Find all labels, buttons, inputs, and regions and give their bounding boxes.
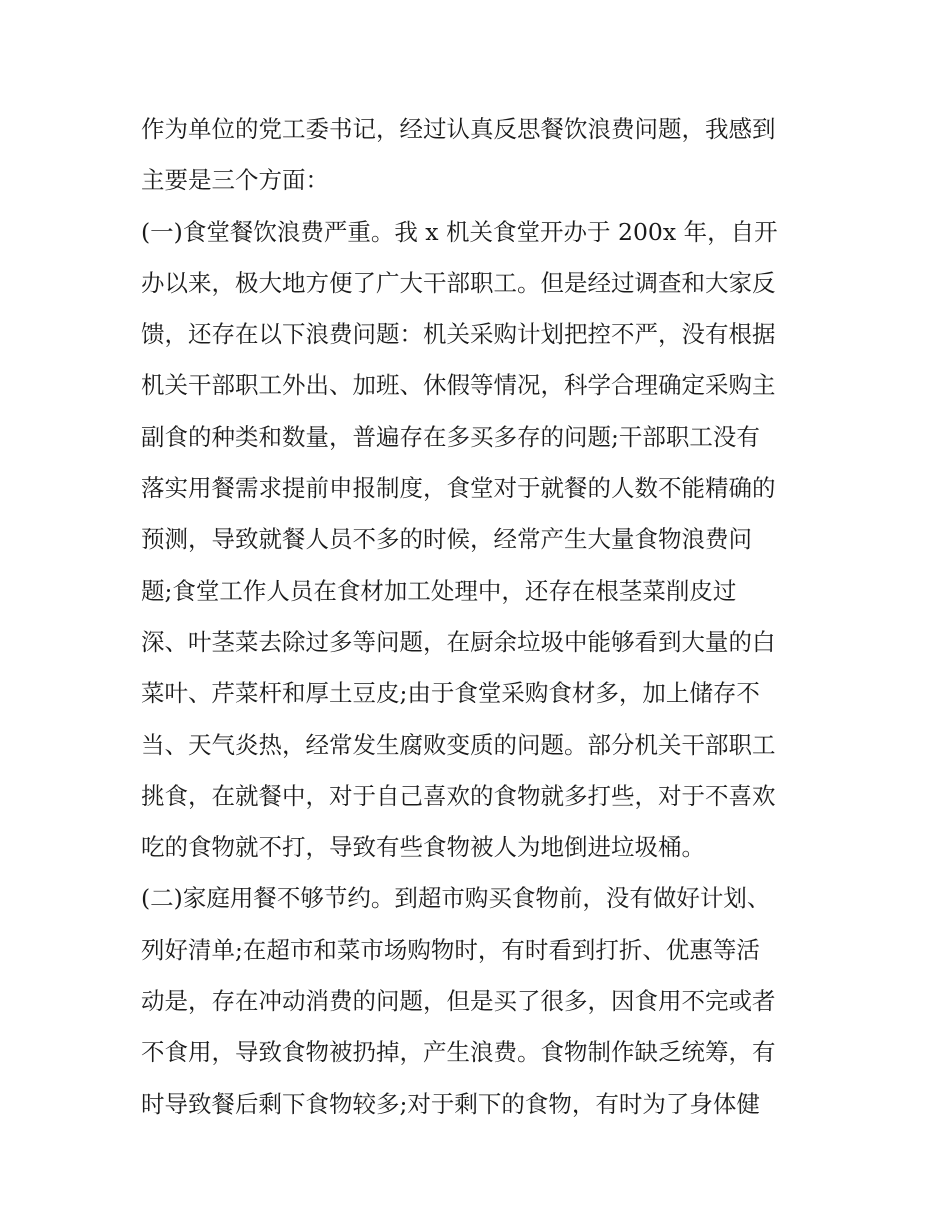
- text-line: 时导致餐后剩下食物较多;对于剩下的食物，有时为了身体健: [141, 1089, 760, 1118]
- text-line: 列好清单;在超市和菜市场购物时，有时看到打折、优惠等活: [141, 935, 760, 964]
- text-line: 当、天气炎热，经常发生腐败变质的问题。部分机关干部职工: [141, 730, 776, 759]
- text-line: 动是，存在冲动消费的问题，但是买了很多，因食用不完或者: [141, 987, 776, 1016]
- text-line: (一)食堂餐饮浪费严重。我 x 机关食堂开办于 200x 年，自开: [141, 217, 778, 246]
- text-line: 吃的食物就不打，导致有些食物被人为地倒进垃圾桶。: [141, 833, 705, 862]
- text-line: 题;食堂工作人员在食材加工处理中，还存在根茎菜削皮过: [141, 576, 737, 605]
- text-line: 作为单位的党工委书记，经过认真反思餐饮浪费问题，我感到: [141, 115, 776, 143]
- text-line: 挑食，在就餐中，对于自己喜欢的食物就多打些，对于不喜欢: [141, 781, 776, 810]
- text-line: 深、叶茎菜去除过多等问题，在厨余垃圾中能够看到大量的白: [141, 627, 776, 656]
- text-line: (二)家庭用餐不够节约。到超市购买食物前，没有做好计划、: [141, 884, 771, 913]
- text-line: 落实用餐需求提前申报制度，食堂对于就餐的人数不能精确的: [141, 474, 776, 503]
- body-text: [141, 104, 821, 1130]
- text-line: 菜叶、芹菜杆和厚土豆皮;由于食堂采购食材多，加上储存不: [141, 679, 760, 708]
- text-line: 办以来，极大地方便了广大干部职工。但是经过调查和大家反: [141, 268, 776, 297]
- text-line: 机关干部职工外出、加班、休假等情况，科学合理确定采购主: [141, 371, 776, 400]
- text-line: 预测，导致就餐人员不多的时候，经常产生大量食物浪费问: [141, 525, 752, 554]
- text-line: 副食的种类和数量，普遍存在多买多存的问题;干部职工没有: [141, 422, 760, 451]
- text-line: 不食用，导致食物被扔掉，产生浪费。食物制作缺乏统筹，有: [141, 1038, 776, 1067]
- text-line: 馈，还存在以下浪费问题：机关采购计划把控不严，没有根据: [141, 320, 776, 349]
- text-line: 主要是三个方面：: [141, 166, 329, 195]
